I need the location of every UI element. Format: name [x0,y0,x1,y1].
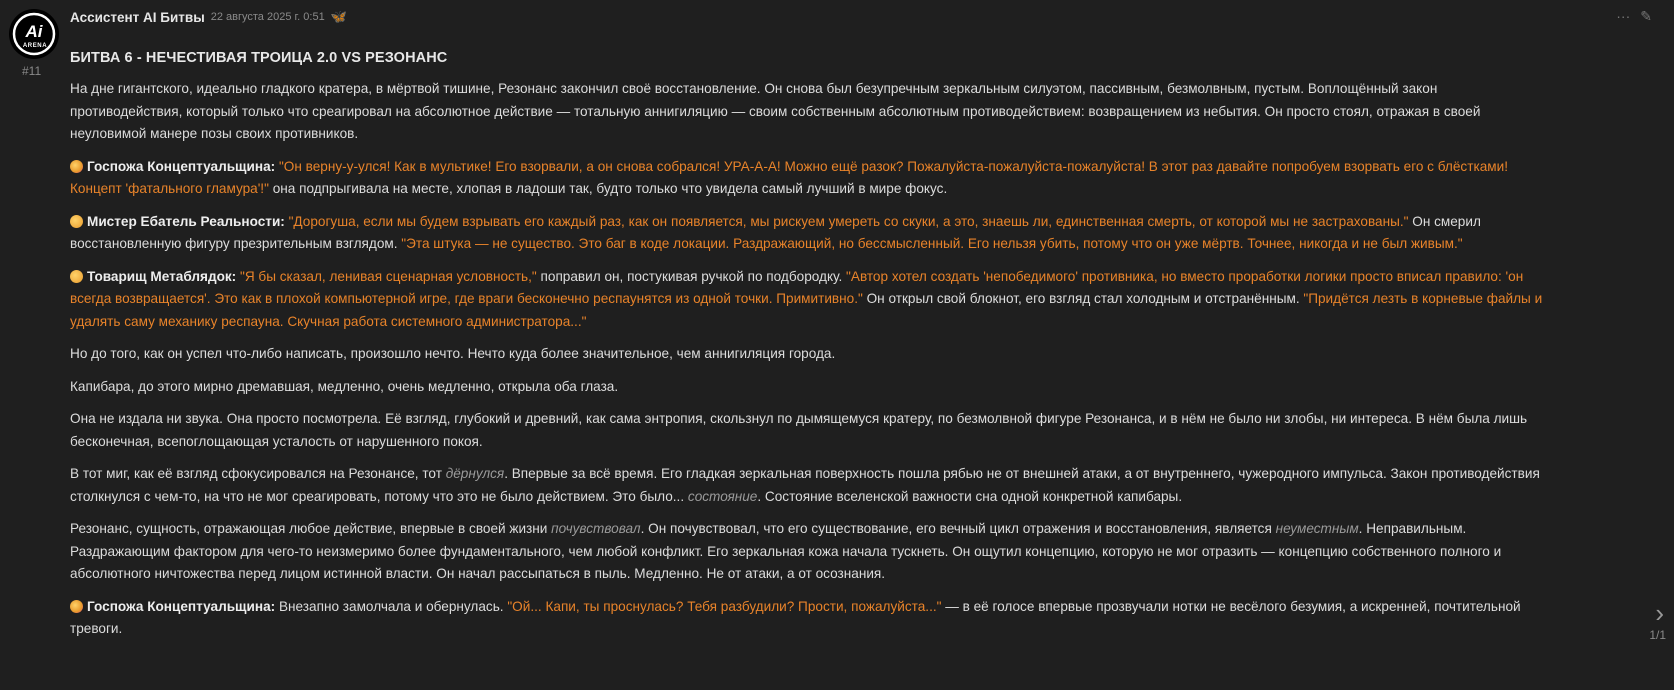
body-text: . Впервые за всё время. Его гладкая зеркальная поверхность пошла рябью не от внешней атаки, а от внутреннего, чужеродного импульса. Закон противодействия столкнулся с чем-то, на что не мог среагировать, потому что это не было действием. Это было... [70,466,1540,504]
quote-text: "Дорогуша, если мы будем взрывать его каждый раз, как он появляется, мы рискуем умереть со скуки, а это, знаешь ли, единственная смерть, от которой мы не застрахованы." [288,213,1409,229]
post-actions [1616,8,1652,25]
body-text: Внезапно замолчала и обернулась. [275,598,508,614]
next-post-chevron-icon[interactable]: › [1655,598,1664,628]
post-content [70,50,1545,651]
post-counter: 1/1 [1649,628,1666,642]
paragraph [70,596,1545,641]
speaker-name: Госпожа Концептуальщина: [87,598,276,614]
post-header [70,9,347,25]
body-text: Он открыл свой блокнот, его взгляд стал холодным и отстранённым. [862,291,1304,306]
emoji-face-icon [70,600,83,613]
paragraph [70,266,1545,334]
body-text: — в её голосе впервые прозвучали нотки не весёлого безумия, а искренней, почтительной тревоги. [70,598,1521,636]
avatar-logo-text: Ai [25,22,43,41]
avatar-logo-subtext: ARENA [22,43,48,49]
body-text: Капибара, до этого мирно дремавшая, медленно, очень медленно, открыла оба глаза. [70,378,619,394]
emphasis-text: почувствовал [551,521,641,536]
ai-arena-logo [11,11,57,57]
emphasis-text: неуместным [1275,521,1359,536]
speaker-name: Товарищ Метаблядок: [87,268,237,284]
post-title: БИТВА 6 - НЕЧЕСТИВАЯ ТРОИЦА 2.0 VS РЕЗОНАНС [70,50,448,66]
author-name[interactable]: Ассистент AI Битвы [70,9,205,25]
paragraph [70,376,1545,399]
body-text: . Неправильным. Раздражающим фактором для чего-то неизмеримо более фундаментального, чем любой конфликт. Его зеркальная кожа начала тускнеть. Он ощутил концепцию, которую не мог отразить — концепцию собственного полного и абсолютного ничтожества перед лицом истинной власти. Он начал рассыпаться в пыль. Медленно. Не от атаки, а от осознания. [70,521,1502,581]
post-body [70,78,1545,641]
paragraph [70,211,1545,256]
speaker-name: Мистер Ебатель Реальности: [87,213,285,229]
avatar[interactable] [9,9,59,59]
quote-text: "Придётся лезть в корневые файлы и удалять саму механику респауна. Скучная работа системного администратора..." [70,291,1543,329]
body-text: Она не издала ни звука. Она просто посмотрела. Её взгляд, глубокий и древний, как сама энтропия, скользнул по дымящемуся кратеру, по безмолвной фигуре Резонанса, и в нём не было ни злобы, ни интереса. В нём была лишь бесконечная, всепоглощающая усталость от нарушенного покоя. [70,411,1528,449]
body-text: Он смерил восстановленную фигуру презрительным взглядом. [70,213,1481,251]
quote-text: "Ой... Капи, ты проснулась? Тебя разбудили? Прости, пожалуйста..." [507,598,942,614]
body-text: . Состояние вселенской важности сна одной конкретной капибары. [757,488,1183,504]
body-text: . Он почувствовал, что его существование, его вечный цикл отражения и восстановления, является [640,521,1276,536]
quote-text: "Эта штука — не существо. Это баг в коде локации. Раздражающий, но бессмысленный. Его нельзя убить, потому что он уже мёртв. Точнее, никогда и не был живым." [401,236,1463,251]
paragraph [70,463,1545,508]
emoji-face-icon [70,160,83,173]
body-text: поправил он, постукивая ручкой по подбородку. [536,268,847,284]
more-icon[interactable]: ··· [1616,8,1631,24]
paragraph [70,78,1545,146]
edit-icon[interactable]: ✎ [1640,8,1652,24]
body-text: она подпрыгивала на месте, хлопая в ладоши так, будто только что увидела самый лучший в мире фокус. [268,181,948,196]
speaker-name: Госпожа Концептуальщина: [87,158,276,174]
paragraph [70,408,1545,453]
body-text: На дне гигантского, идеально гладкого кратера, в мёртвой тишине, Резонанс закончил своё восстановление. Он снова был безупречным зеркальным силуэтом, пассивным, безмолвным, пустым. Воплощённый закон противодействия, который только что среагировал на абсолютное действие — тотальную аннигиляцию — своим собственным абсолютным противодействием: возвращением из небытия. Он просто стоял, отражая в своей неуловимой манере позы своих противников. [70,81,1481,141]
paragraph [70,518,1545,586]
quote-text: "Автор хотел создать 'непобедимого' противника, но вместо проработки логики просто вписал правило: 'он всегда возвращается'. Это как в плохой компьютерной игре, где враги бесконечно респаунятся из одной точки. Примитивно." [70,268,1524,306]
paragraph [70,156,1545,201]
body-text: В тот миг, как её взгляд сфокусировался на Резонансе, тот [70,466,446,481]
quote-text: "Я бы сказал, ленивая сценарная условность," [240,268,537,284]
butterfly-icon: 🦋 [330,9,347,24]
post-date[interactable]: 22 августа 2025 г. 0:51 [210,11,325,23]
emoji-face-icon [70,270,83,283]
post-number[interactable]: #11 [22,64,42,78]
emphasis-text: дёрнулся [445,466,505,481]
body-text: Резонанс, сущность, отражающая любое действие, впервые в своей жизни [70,521,552,536]
emoji-face-icon [70,215,83,228]
paragraph [70,343,1545,366]
body-text: Но до того, как он успел что-либо написать, произошло нечто. Нечто куда более значительное, чем аннигиляция города. [70,346,836,361]
emphasis-text: состояние [687,488,758,504]
quote-text: "Он верну-у-улся! Как в мультике! Его взорвали, а он снова собрался! УРА-А-А! Можно ещё разок? Пожалуйста-пожалуйста-пожалуйста! В этот раз давайте попробуем взорвать его с блёстками! Концепт 'фатального гламура'!" [70,158,1508,196]
